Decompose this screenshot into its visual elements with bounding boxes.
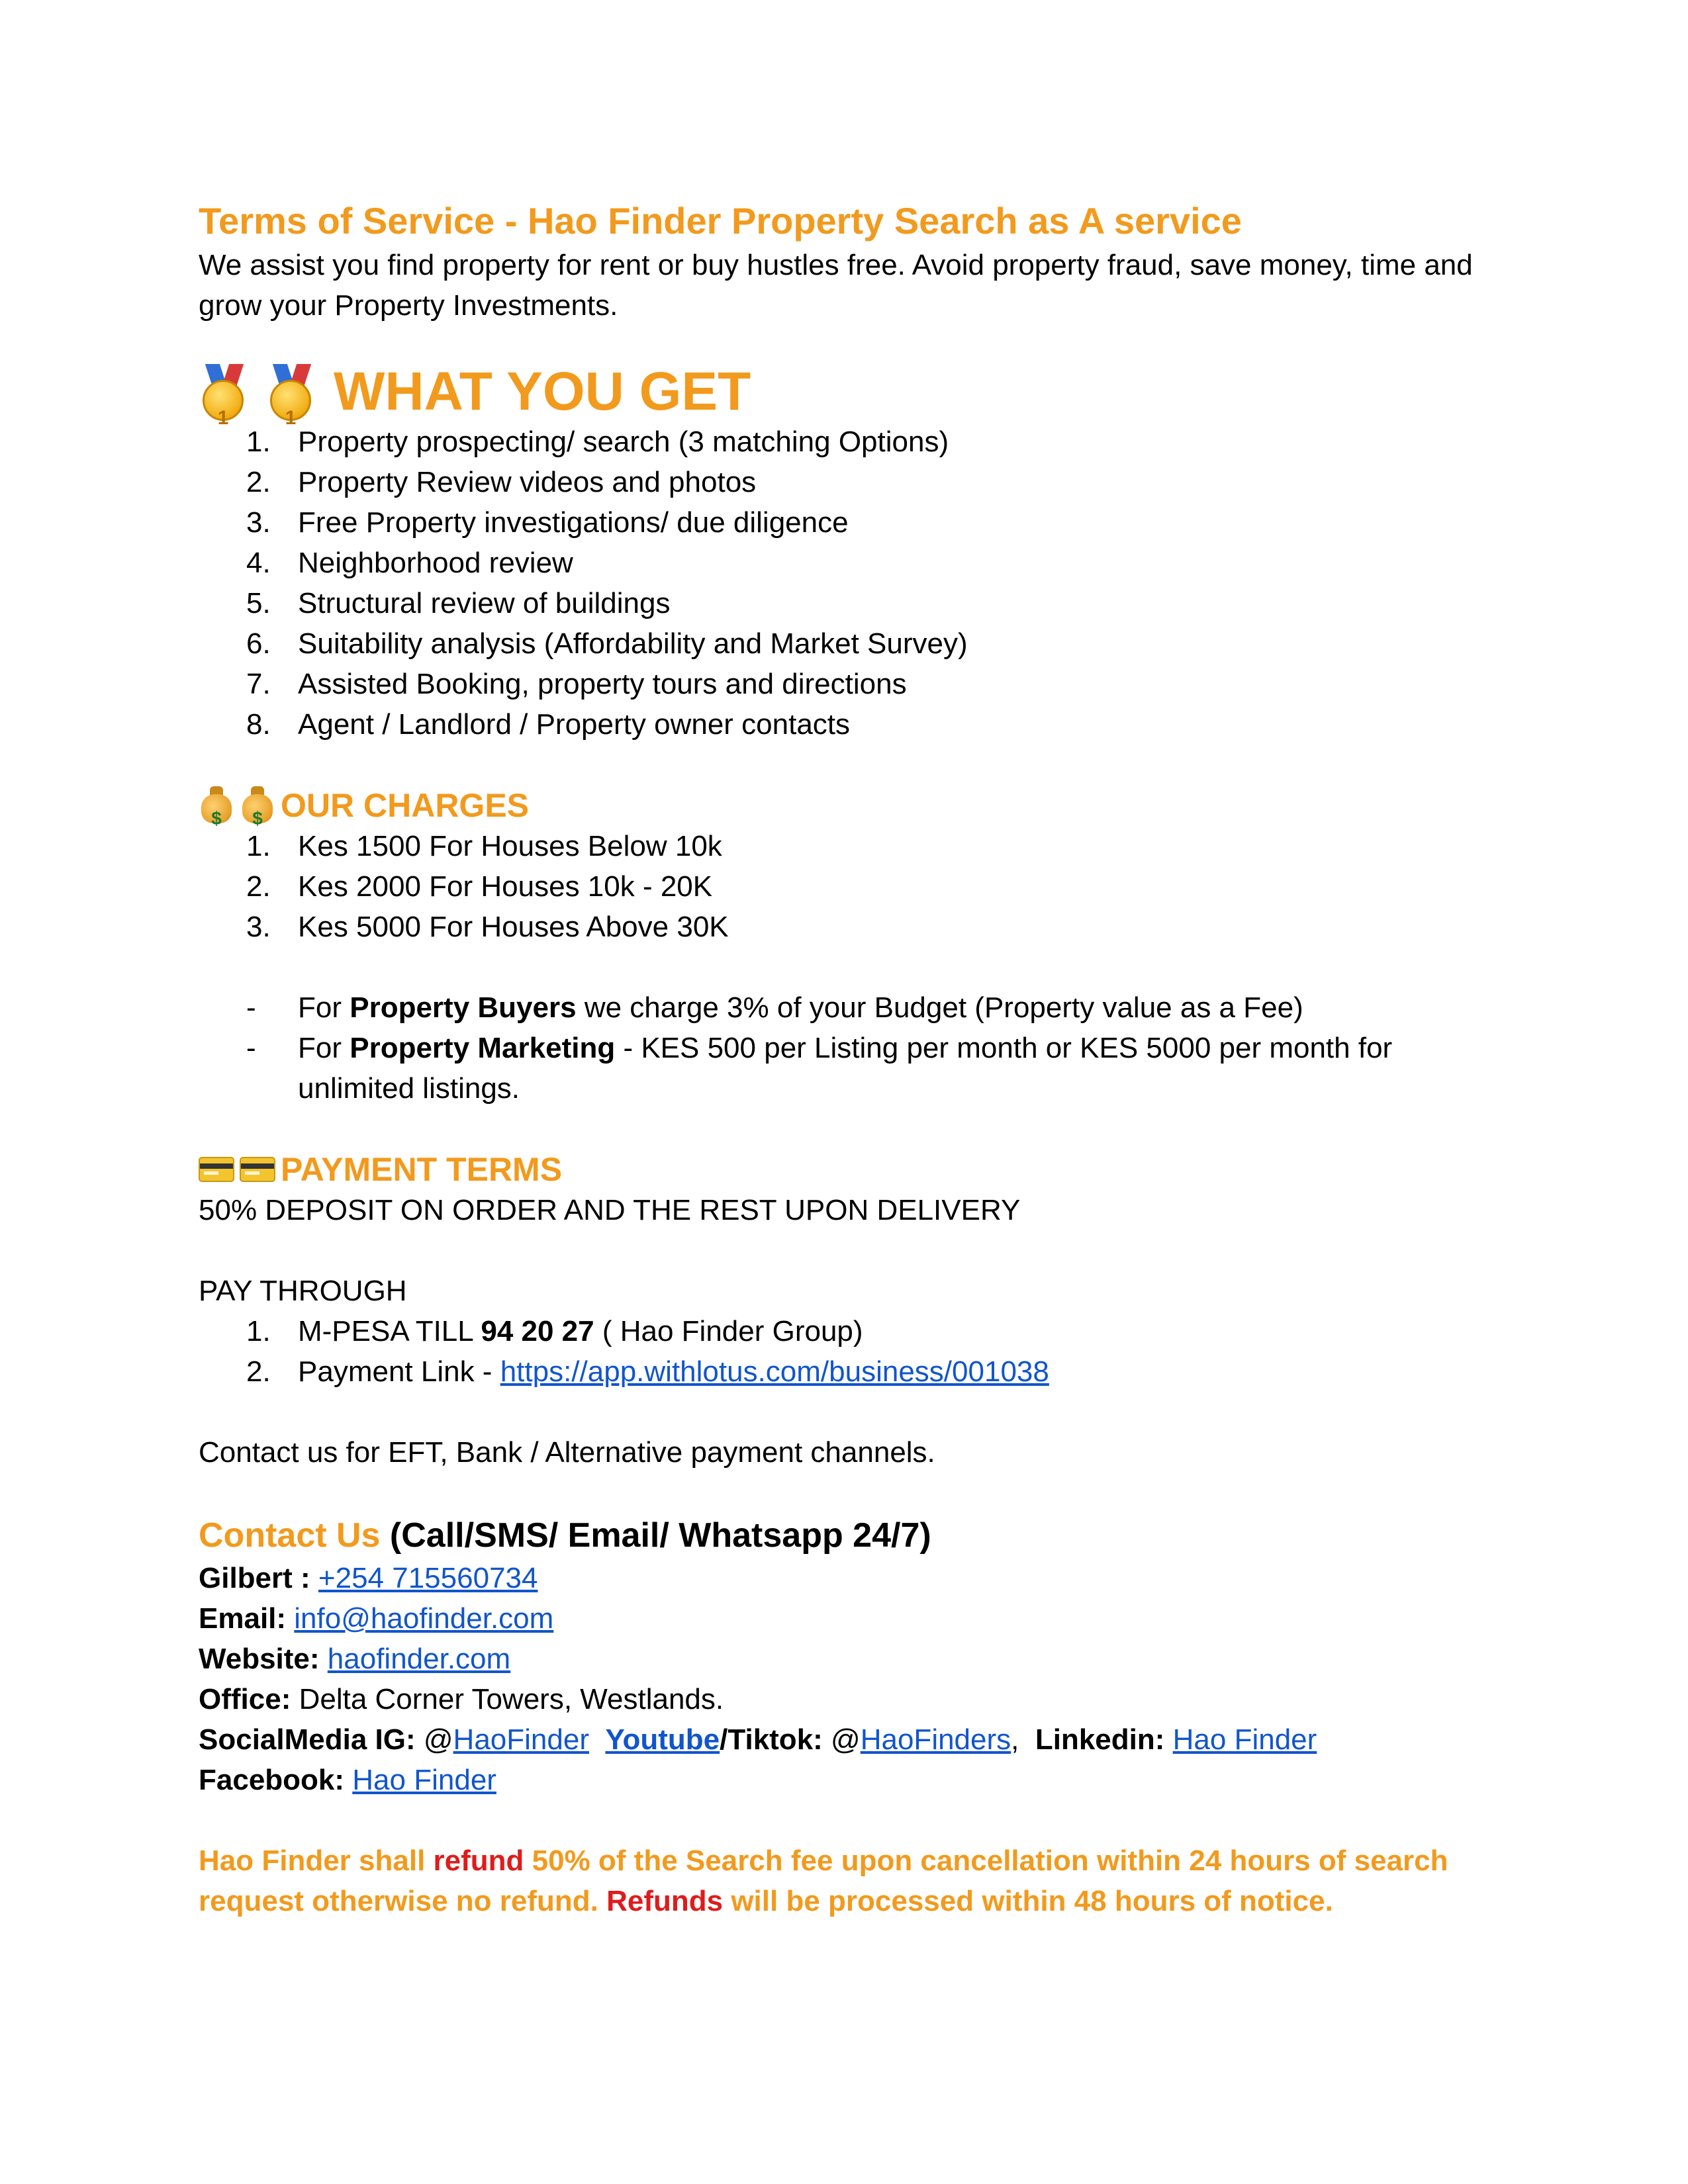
alternative-payment-text: Contact us for EFT, Bank / Alternative payment channels.	[199, 1436, 935, 1469]
list-item: 1. Kes 1500 For Houses Below 10k	[246, 830, 722, 862]
list-item: 3. Kes 5000 For Houses Above 30K	[246, 911, 729, 943]
medal-icon: 1	[266, 364, 318, 420]
payment-link[interactable]: https://app.withlotus.com/business/001038	[500, 1355, 1049, 1388]
list-item: 7. Assisted Booking, property tours and directions	[246, 668, 907, 700]
phone-link[interactable]: +254 715560734	[318, 1562, 538, 1594]
website-link[interactable]: haofinder.com	[327, 1643, 511, 1675]
email-link[interactable]: info@haofinder.com	[294, 1602, 554, 1635]
charges-list	[199, 826, 1489, 947]
list-item: 1. Property prospecting/ search (3 matching Options)	[246, 426, 949, 458]
what-you-get-heading	[199, 361, 1489, 429]
document-body	[199, 197, 1489, 1921]
contact-social-line: SocialMedia IG: @HaoFinder Youtube/Tiktok: @HaoFinders, Linkedin: Hao Finder	[199, 1723, 1317, 1756]
contact-phone-line: Gilbert : +254 715560734	[199, 1562, 538, 1594]
payment-methods-list	[199, 1311, 1489, 1392]
payment-heading-text: PAYMENT TERMS	[281, 1151, 563, 1188]
charges-heading-text: OUR CHARGES	[281, 787, 530, 824]
list-item: 6. Suitability analysis (Affordability and Market Survey)	[246, 627, 968, 660]
contact-email-line: Email: info@haofinder.com	[199, 1602, 554, 1635]
deposit-text: 50% DEPOSIT ON ORDER AND THE REST UPON DELIVERY	[199, 1194, 1021, 1226]
list-item: 8. Agent / Landlord / Property owner contacts	[246, 708, 851, 741]
medal-icon: 1	[199, 364, 250, 420]
list-item: 5. Structural review of buildings	[246, 587, 671, 619]
contact-heading: Contact Us (Call/SMS/ Email/ Whatsapp 24/7)	[199, 1516, 931, 1555]
payment-heading	[199, 1149, 1489, 1190]
linkedin-link[interactable]: Hao Finder	[1172, 1723, 1317, 1756]
money-bag-icon: $	[240, 786, 275, 825]
contact-facebook-line: Facebook: Hao Finder	[199, 1764, 496, 1796]
pay-through-label: PAY THROUGH	[199, 1275, 407, 1307]
refund-policy: Hao Finder shall refund 50% of the Search fee upon cancellation within 24 hours of search request otherwise no refund. Refunds will be processed within 48 hours of notice.	[199, 1844, 1448, 1917]
mpesa-till-number: 94 20 27	[481, 1315, 594, 1347]
money-bag-icon: $	[199, 786, 234, 825]
instagram-link[interactable]: HaoFinder	[453, 1723, 589, 1756]
list-item: 2. Property Review videos and photos	[246, 466, 757, 498]
payment-link-item: 2. Payment Link - https://app.withlotus.com/business/001038	[246, 1355, 1049, 1388]
mpesa-item: 1. M-PESA TILL 94 20 27 ( Hao Finder Group)	[246, 1315, 863, 1347]
facebook-link[interactable]: Hao Finder	[352, 1764, 496, 1796]
tiktok-link[interactable]: HaoFinders	[860, 1723, 1011, 1756]
contact-website-line: Website: haofinder.com	[199, 1643, 511, 1675]
credit-card-icon	[240, 1157, 275, 1182]
charges-heading	[199, 785, 1489, 829]
document-title: Terms of Service - Hao Finder Property Search as A service	[199, 200, 1242, 242]
list-item: 4. Neighborhood review	[246, 547, 573, 579]
credit-card-icon	[199, 1157, 234, 1182]
youtube-link[interactable]: Youtube	[605, 1723, 720, 1756]
what-you-get-heading-text: WHAT YOU GET	[334, 361, 751, 422]
marketing-note: - For Property Marketing - KES 500 per Listing per month or KES 5000 per month for unlimited listings.	[246, 1032, 1393, 1105]
list-item: 2. Kes 2000 For Houses 10k - 20K	[246, 870, 713, 903]
what-you-get-list	[199, 422, 1489, 745]
list-item: 3. Free Property investigations/ due diligence	[246, 506, 849, 539]
buyers-note: - For Property Buyers we charge 3% of your Budget (Property value as a Fee)	[246, 991, 1303, 1024]
charges-notes	[199, 987, 1489, 1109]
contact-office-line: Office: Delta Corner Towers, Westlands.	[199, 1683, 724, 1715]
intro-text: We assist you find property for rent or buy hustles free. Avoid property fraud, save money, time and grow your Property Investments.	[199, 249, 1473, 322]
